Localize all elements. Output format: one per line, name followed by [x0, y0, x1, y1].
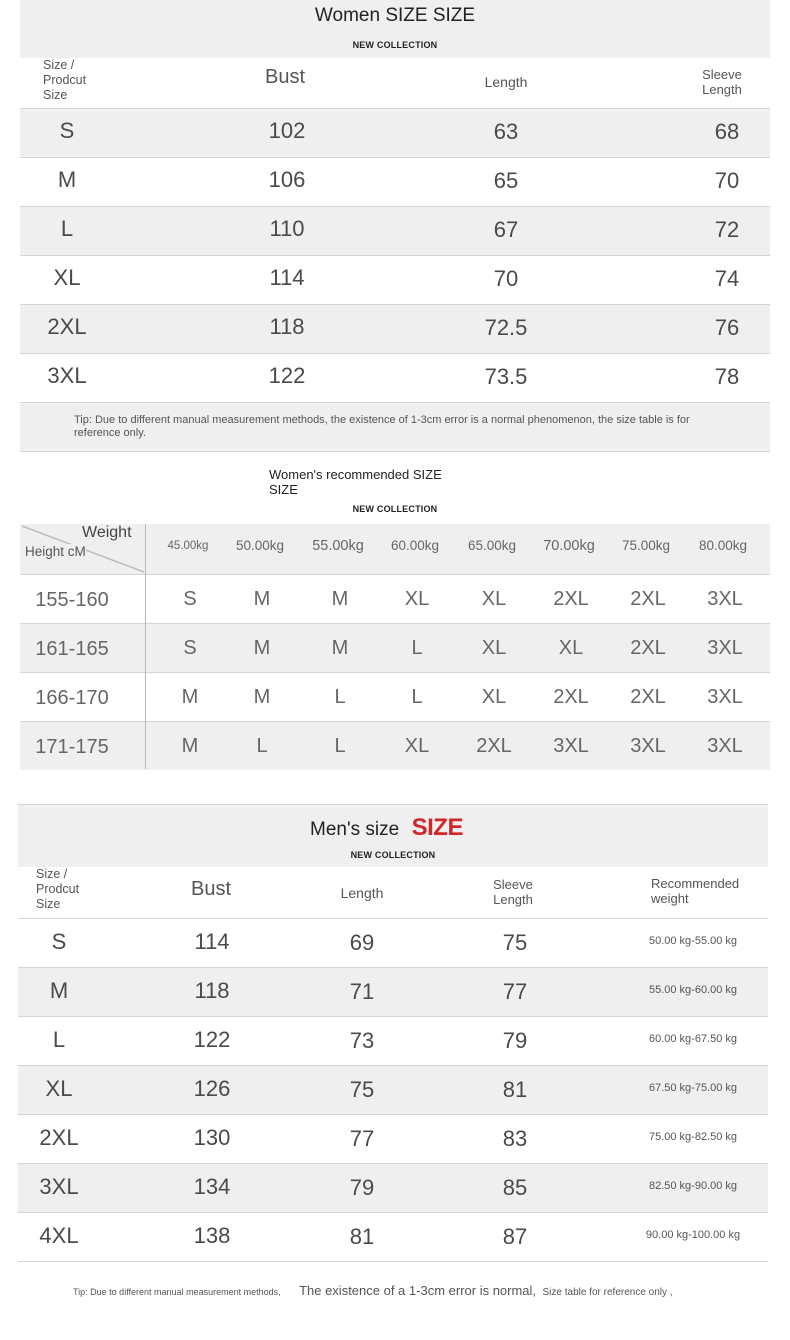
- men-size-col-size-header: Size / Prodcut Size: [36, 867, 80, 911]
- height-cell: 161-165: [35, 638, 109, 660]
- women-recommend-table: [20, 452, 770, 770]
- sleeve-cell: 87: [502, 1224, 528, 1249]
- row-divider: [20, 402, 770, 403]
- bust-cell: 114: [194, 929, 230, 954]
- length-cell: 70: [493, 266, 519, 291]
- row-divider: [18, 1016, 768, 1017]
- size-cell: S: [51, 929, 67, 954]
- men-size-table: [18, 804, 768, 1314]
- men-size-tip: [73, 1282, 673, 1300]
- length-cell: 63: [493, 119, 519, 144]
- women-size-tip: Tip: Due to different manual measurement methods, the existence of 1-3cm error is a normal phenomenon, the size table is for reference only.: [74, 414, 690, 439]
- bust-cell: 102: [268, 118, 306, 143]
- size-cell: 2XL: [39, 1125, 79, 1150]
- bust-cell: 138: [193, 1223, 231, 1248]
- row-divider: [20, 721, 770, 722]
- sleeve-cell: 68: [714, 119, 740, 144]
- sleeve-cell: 74: [714, 266, 740, 291]
- sleeve-cell: 79: [502, 1028, 528, 1053]
- recommended-size-cell: M: [253, 686, 271, 708]
- recommended-size-cell: L: [334, 735, 346, 757]
- sleeve-cell: 78: [714, 364, 740, 389]
- row-divider: [18, 1065, 768, 1066]
- recommended-size-cell: M: [331, 637, 349, 659]
- women-size-table: [20, 0, 770, 452]
- recommended-size-cell: 2XL: [476, 735, 512, 757]
- recommended-size-cell: 3XL: [707, 637, 743, 659]
- recommended-size-cell: 3XL: [707, 686, 743, 708]
- men-size-title-wrap: [310, 814, 463, 842]
- height-cell: 166-170: [35, 687, 109, 709]
- recommended-size-cell: L: [411, 686, 423, 708]
- row-divider: [18, 1212, 768, 1213]
- row-divider: [18, 1114, 768, 1115]
- size-cell: M: [49, 978, 69, 1003]
- men-size-subtitle: NEW COLLECTION: [350, 850, 436, 860]
- height-cell: 155-160: [35, 589, 109, 611]
- table-row-band: [20, 304, 770, 353]
- row-divider: [20, 304, 770, 305]
- recommended-size-cell: XL: [558, 637, 584, 659]
- weight-header-cell: 75.00kg: [621, 538, 671, 553]
- women-size-col-size-header: Size / Prodcut Size: [43, 58, 87, 102]
- row-divider: [20, 255, 770, 256]
- corner-weight-label: Weight: [82, 524, 132, 541]
- recommended-size-cell: 2XL: [630, 686, 666, 708]
- weight-header-cell: 55.00kg: [312, 538, 364, 554]
- length-cell: 67: [493, 217, 519, 242]
- recommended-size-cell: 3XL: [630, 735, 666, 757]
- bust-cell: 130: [193, 1125, 231, 1150]
- recommended-size-cell: M: [253, 637, 271, 659]
- bust-cell: 118: [269, 314, 305, 339]
- women-recommend-title: Women's recommended SIZE SIZE: [269, 467, 442, 497]
- men-size-title-highlight: SIZE: [411, 814, 463, 841]
- women-size-title: Women SIZE SIZE: [314, 5, 476, 26]
- table-row-band: [20, 206, 770, 255]
- recommended-size-cell: 3XL: [707, 588, 743, 610]
- recommended-size-cell: XL: [481, 686, 507, 708]
- sleeve-cell: 76: [714, 315, 740, 340]
- row-divider: [18, 1163, 768, 1164]
- length-cell: 71: [349, 979, 375, 1004]
- recommended-size-cell: 2XL: [553, 588, 589, 610]
- recommended-weight-cell: 60.00 kg-67.50 kg: [648, 1033, 738, 1045]
- weight-header-cell: 65.00kg: [467, 538, 517, 553]
- size-cell: L: [52, 1027, 66, 1052]
- women-size-subtitle: NEW COLLECTION: [352, 40, 438, 50]
- women-recommend-subtitle: NEW COLLECTION: [352, 504, 438, 514]
- length-cell: 75: [349, 1077, 375, 1102]
- weight-header-cell: 80.00kg: [698, 538, 748, 553]
- recommended-size-cell: XL: [404, 735, 430, 757]
- size-cell: M: [57, 167, 77, 192]
- height-cell: 171-175: [35, 736, 109, 758]
- bust-cell: 122: [193, 1027, 231, 1052]
- weight-header-cell: 70.00kg: [543, 538, 595, 554]
- weight-header-cell: 50.00kg: [235, 538, 285, 553]
- recommended-size-cell: S: [183, 637, 197, 659]
- recommended-size-cell: M: [181, 686, 199, 708]
- recommended-size-cell: L: [411, 637, 423, 659]
- size-cell: XL: [53, 265, 81, 290]
- recommended-size-cell: S: [183, 588, 197, 610]
- men-size-tip-part3: Size table for reference only ,: [542, 1287, 673, 1298]
- recommended-size-cell: XL: [481, 588, 507, 610]
- recommended-size-cell: M: [181, 735, 199, 757]
- bust-cell: 134: [193, 1174, 231, 1199]
- men-size-col-weight-header: Recommended weight: [651, 876, 740, 906]
- length-cell: 65: [493, 168, 519, 193]
- men-size-tip-part2: The existence of a 1-3cm error is normal,: [299, 1283, 537, 1298]
- length-cell: 73: [349, 1028, 375, 1053]
- bust-cell: 114: [269, 265, 305, 290]
- recommended-size-cell: 2XL: [630, 588, 666, 610]
- sleeve-cell: 83: [502, 1126, 528, 1151]
- sleeve-cell: 75: [502, 930, 528, 955]
- bust-cell: 126: [193, 1076, 231, 1101]
- men-size-col-bust-header: Bust: [190, 878, 232, 900]
- recommended-size-cell: XL: [481, 637, 507, 659]
- length-cell: 81: [349, 1224, 375, 1249]
- row-divider: [18, 967, 768, 968]
- women-size-col-sleeve-header: Sleeve Length: [702, 67, 742, 97]
- recommended-weight-cell: 67.50 kg-75.00 kg: [648, 1082, 738, 1094]
- recommended-size-cell: 3XL: [553, 735, 589, 757]
- recommended-size-cell: 2XL: [630, 637, 666, 659]
- recommended-weight-cell: 75.00 kg-82.50 kg: [648, 1131, 738, 1143]
- size-cell: 4XL: [39, 1223, 79, 1248]
- sleeve-cell: 85: [502, 1175, 528, 1200]
- men-size-tip-part1: Tip: Due to different manual measurement methods,: [73, 1287, 281, 1297]
- weight-header-cell: 45.00kg: [167, 540, 209, 552]
- recommended-weight-cell: 55.00 kg-60.00 kg: [648, 984, 738, 996]
- row-divider: [18, 918, 768, 919]
- recommended-weight-cell: 82.50 kg-90.00 kg: [648, 1180, 738, 1192]
- row-divider: [20, 672, 770, 673]
- row-divider: [20, 353, 770, 354]
- recommended-size-cell: M: [253, 588, 271, 610]
- men-size-col-sleeve-header: Sleeve Length: [493, 877, 533, 907]
- weight-header-cell: 60.00kg: [390, 538, 440, 553]
- size-cell: L: [60, 216, 74, 241]
- women-size-col-bust-header: Bust: [264, 66, 306, 88]
- table-row-band: [20, 108, 770, 157]
- size-cell: 3XL: [39, 1174, 79, 1199]
- length-cell: 73.5: [484, 364, 528, 389]
- length-cell: 77: [349, 1126, 375, 1151]
- row-divider: [18, 1261, 768, 1262]
- sleeve-cell: 81: [502, 1077, 528, 1102]
- length-cell: 72.5: [484, 315, 528, 340]
- bust-cell: 110: [269, 216, 305, 241]
- row-divider: [20, 623, 770, 624]
- size-cell: XL: [45, 1076, 73, 1101]
- bust-cell: 106: [268, 167, 306, 192]
- recommended-size-cell: XL: [404, 588, 430, 610]
- recommended-size-cell: L: [256, 735, 268, 757]
- men-size-col-length-header: Length: [340, 885, 384, 901]
- sleeve-cell: 70: [714, 168, 740, 193]
- length-cell: 69: [349, 930, 375, 955]
- corner-height-label: Height cM: [25, 544, 86, 559]
- length-cell: 79: [349, 1175, 375, 1200]
- bust-cell: 118: [194, 978, 230, 1003]
- size-cell: 3XL: [47, 363, 87, 388]
- bust-cell: 122: [268, 363, 306, 388]
- men-size-title: Men's size: [310, 819, 400, 840]
- women-size-col-length-header: Length: [484, 74, 528, 90]
- sleeve-cell: 72: [714, 217, 740, 242]
- row-divider: [20, 108, 770, 109]
- row-divider: [20, 206, 770, 207]
- sleeve-cell: 77: [502, 979, 528, 1004]
- height-column-divider: [145, 524, 146, 769]
- row-divider: [20, 157, 770, 158]
- recommended-size-cell: 2XL: [553, 686, 589, 708]
- row-divider: [20, 574, 770, 575]
- recommended-size-cell: 3XL: [707, 735, 743, 757]
- recommended-weight-cell: 90.00 kg-100.00 kg: [645, 1229, 741, 1241]
- size-cell: 2XL: [47, 314, 87, 339]
- recommended-size-cell: M: [331, 588, 349, 610]
- recommended-weight-cell: 50.00 kg-55.00 kg: [648, 935, 738, 947]
- size-cell: S: [59, 118, 75, 143]
- recommended-size-cell: L: [334, 686, 346, 708]
